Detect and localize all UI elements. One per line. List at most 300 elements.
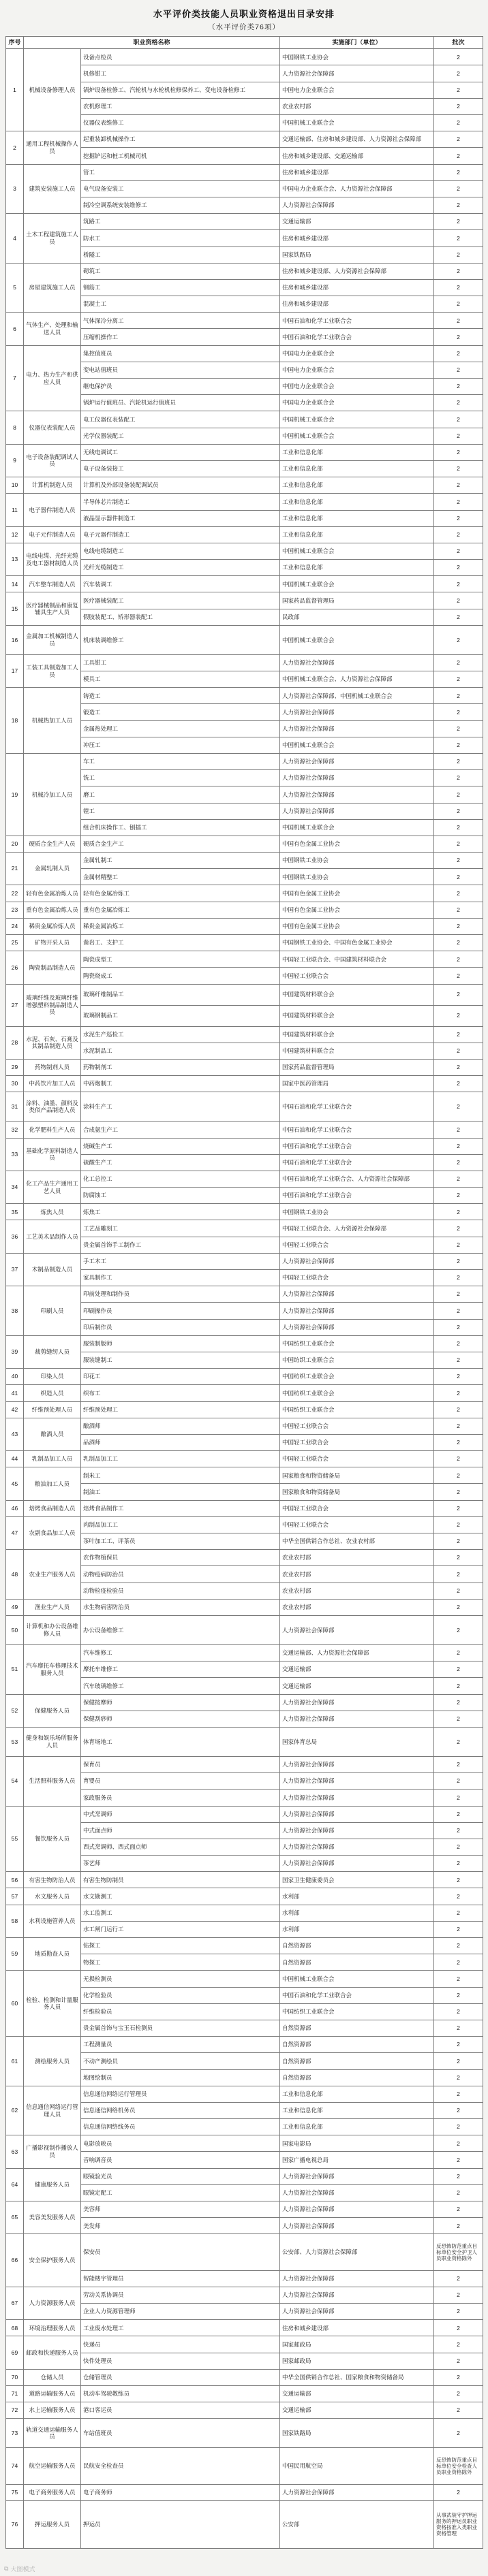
department-cell: 中国机械工业联合会、人力资源社会保障部 xyxy=(280,671,434,688)
table-row xyxy=(6,1644,483,1661)
department-cell: 中国石油和化学工业联合会 xyxy=(280,313,434,329)
occupation-cell: 集控值班员 xyxy=(81,345,280,362)
row-number-cell: 32 xyxy=(6,1122,24,1138)
batch-cell: 2 xyxy=(434,148,483,164)
table-header-row xyxy=(6,37,483,49)
batch-cell: 2 xyxy=(434,2152,483,2168)
batch-cell: 2 xyxy=(434,1434,483,1450)
table-row xyxy=(6,753,483,769)
category-cell: 有害生物防治人员 xyxy=(24,1872,81,1888)
occupation-cell: 有害生物防制员 xyxy=(81,1872,280,1888)
occupation-cell: 机修钳工 xyxy=(81,65,280,82)
category-cell: 裁剪缝纫人员 xyxy=(24,1335,81,1368)
occupation-cell: 桥隧工 xyxy=(81,247,280,263)
table-row xyxy=(6,2287,483,2303)
department-cell: 中国电力企业联合会 xyxy=(280,379,434,395)
department-cell: 国家邮政局 xyxy=(280,2353,434,2369)
category-cell: 美容美发服务人员 xyxy=(24,2201,81,2234)
batch-cell: 2 xyxy=(434,1270,483,1286)
row-number-cell: 71 xyxy=(6,2385,24,2402)
occupation-cell: 玻璃纤维制品工 xyxy=(81,984,280,1005)
department-cell: 中国机械工业联合会 xyxy=(280,625,434,654)
occupation-cell: 焙烤食品制作工 xyxy=(81,1500,280,1516)
occupation-cell: 办公设备维修工 xyxy=(81,1615,280,1644)
table-row xyxy=(6,2448,483,2484)
category-cell: 药物制剂人员 xyxy=(24,1059,81,1075)
batch-cell: 2 xyxy=(434,1694,483,1711)
department-cell: 人力资源社会保障部 xyxy=(280,786,434,803)
department-cell: 人力资源社会保障部 xyxy=(280,2168,434,2184)
category-cell: 仪器仪表装配人员 xyxy=(24,411,81,444)
occupation-cell: 动物检疫检验员 xyxy=(81,1583,280,1599)
batch-cell: 2 xyxy=(434,313,483,329)
batch-cell: 2 xyxy=(434,885,483,902)
batch-cell: 2 xyxy=(434,494,483,510)
occupation-cell: 信息通信网络线务员 xyxy=(81,2119,280,2135)
batch-cell: 2 xyxy=(434,1790,483,1806)
batch-cell: 2 xyxy=(434,296,483,313)
table-row xyxy=(6,984,483,1005)
category-cell: 农业生产服务人员 xyxy=(24,1550,81,1600)
occupation-cell: 电线电缆制造工 xyxy=(81,543,280,559)
table-row xyxy=(6,1418,483,1434)
batch-cell: 2 xyxy=(434,1615,483,1644)
department-cell: 中国石油和化学工业联合会 xyxy=(280,1122,434,1138)
table-row xyxy=(6,1516,483,1533)
occupation-cell: 印前处理和制作员 xyxy=(81,1286,280,1303)
occupation-cell: 保育员 xyxy=(81,1756,280,1772)
batch-cell: 2 xyxy=(434,247,483,263)
occupation-cell: 茶叶加工工、评茶员 xyxy=(81,1533,280,1550)
occupation-cell: 肉制品加工工 xyxy=(81,1516,280,1533)
row-number-cell: 68 xyxy=(6,2320,24,2336)
row-number-cell: 47 xyxy=(6,1516,24,1549)
department-cell: 人力资源社会保障部 xyxy=(280,753,434,769)
occupation-cell: 保健刮痧师 xyxy=(81,1711,280,1727)
row-number-cell: 18 xyxy=(6,688,24,754)
department-cell: 中国石油和化学工业联合会 xyxy=(280,1154,434,1171)
row-number-cell: 74 xyxy=(6,2448,24,2484)
occupation-cell: 锅炉设备检修工、汽轮机与水轮机检修保养工、变电设备检修工 xyxy=(81,82,280,98)
row-number-cell: 42 xyxy=(6,1401,24,1418)
department-cell: 中国轻工业联合会 xyxy=(280,1270,434,1286)
occupation-cell: 中式烹调师 xyxy=(81,1806,280,1822)
occupation-cell: 中药炮制工 xyxy=(81,1076,280,1092)
department-cell: 中国电力企业联合会 xyxy=(280,345,434,362)
department-cell: 国家体育总局 xyxy=(280,1727,434,1756)
occupation-cell: 育婴员 xyxy=(81,1773,280,1790)
occupation-cell: 电子元器件制造工 xyxy=(81,526,280,543)
batch-cell: 反恐怖防范重点目标单位安全检查人员职业资格除外 xyxy=(434,2448,483,2484)
occupation-cell: 防腐蚀工 xyxy=(81,1188,280,1204)
department-cell: 民政部 xyxy=(280,609,434,625)
table-row xyxy=(6,2369,483,2385)
row-number-cell: 6 xyxy=(6,313,24,345)
row-number-cell: 66 xyxy=(6,2234,24,2287)
occupation-cell: 化学检验员 xyxy=(81,1987,280,2003)
batch-cell: 2 xyxy=(434,197,483,213)
occupation-cell: 眼镜验光员 xyxy=(81,2168,280,2184)
batch-cell: 2 xyxy=(434,654,483,671)
row-number-cell: 24 xyxy=(6,918,24,934)
occupation-cell: 无线电调试工 xyxy=(81,444,280,460)
department-cell: 中国钢铁工业协会 xyxy=(280,853,434,869)
batch-cell: 2 xyxy=(434,1171,483,1187)
table-row xyxy=(6,214,483,230)
table-row xyxy=(6,1938,483,1954)
department-cell: 人力资源社会保障部 xyxy=(280,1773,434,1790)
batch-cell: 2 xyxy=(434,2003,483,2020)
batch-cell: 2 xyxy=(434,82,483,98)
department-cell: 工业和信息化部 xyxy=(280,444,434,460)
occupation-cell: 农机修理工 xyxy=(81,98,280,114)
row-number-cell: 8 xyxy=(6,411,24,444)
batch-cell: 2 xyxy=(434,1352,483,1368)
occupation-cell: 砌筑工 xyxy=(81,263,280,279)
occupation-cell: 西式烹调师、西式面点师 xyxy=(81,1839,280,1855)
occupation-cell: 汽车装调工 xyxy=(81,576,280,592)
row-number-cell: 21 xyxy=(6,853,24,885)
batch-cell: 2 xyxy=(434,1005,483,1026)
occupation-cell: 光学仪器装配工 xyxy=(81,428,280,444)
batch-cell: 2 xyxy=(434,951,483,968)
occupation-cell: 电子设备装接工 xyxy=(81,460,280,477)
batch-cell: 从事武装守护押运服务的押运员职业资格按准入类职业资格管理 xyxy=(434,2500,483,2548)
batch-cell: 2 xyxy=(434,1888,483,1905)
row-number-cell: 72 xyxy=(6,2402,24,2419)
occupation-cell: 动物疫病防治员 xyxy=(81,1566,280,1583)
table-row xyxy=(6,494,483,510)
occupation-cell: 锅炉运行值班员、汽轮机运行值班员 xyxy=(81,395,280,411)
department-cell: 人力资源社会保障部 xyxy=(280,654,434,671)
department-cell: 工业和信息化部 xyxy=(280,477,434,494)
batch-cell: 2 xyxy=(434,737,483,753)
row-number-cell: 41 xyxy=(6,1385,24,1401)
row-number-cell: 38 xyxy=(6,1286,24,1336)
category-cell: 工装工具制造加工人员 xyxy=(24,654,81,687)
table-row xyxy=(6,1756,483,1772)
batch-cell: 2 xyxy=(434,1043,483,1059)
category-cell: 信息通信网络运行管理人员 xyxy=(24,2086,81,2135)
category-cell: 稀贵金属冶炼人员 xyxy=(24,918,81,934)
row-number-cell: 27 xyxy=(6,984,24,1026)
category-cell: 地质勘查人员 xyxy=(24,1938,81,1971)
row-number-cell: 48 xyxy=(6,1550,24,1600)
department-cell: 中国建筑材料联合会 xyxy=(280,984,434,1005)
row-number-cell: 36 xyxy=(6,1220,24,1253)
category-cell: 粮油加工人员 xyxy=(24,1467,81,1500)
batch-cell: 2 xyxy=(434,1566,483,1583)
department-cell: 农业农村部 xyxy=(280,1566,434,1583)
department-cell: 农业农村部 xyxy=(280,1550,434,1566)
occupation-cell: 快件处理员 xyxy=(81,2353,280,2369)
row-number-cell: 46 xyxy=(6,1500,24,1516)
batch-cell: 2 xyxy=(434,1661,483,1678)
batch-cell: 2 xyxy=(434,2069,483,2086)
category-cell: 炼焦人员 xyxy=(24,1204,81,1220)
table-row xyxy=(6,2135,483,2152)
department-cell: 住房和城乡建设部 xyxy=(280,279,434,296)
table-row xyxy=(6,1550,483,1566)
occupation-cell: 硬质合金生产工 xyxy=(81,836,280,852)
table-row xyxy=(6,1092,483,1122)
table-row xyxy=(6,2484,483,2500)
department-cell: 人力资源社会保障部 xyxy=(280,65,434,82)
occupation-cell: 玻璃钢制品工 xyxy=(81,1005,280,1026)
row-number-cell: 34 xyxy=(6,1171,24,1203)
batch-cell: 2 xyxy=(434,1822,483,1839)
department-cell: 中国电力企业联合会 xyxy=(280,395,434,411)
batch-cell: 2 xyxy=(434,460,483,477)
table-row xyxy=(6,1026,483,1043)
row-number-cell: 52 xyxy=(6,1694,24,1727)
table-row xyxy=(6,345,483,362)
department-cell: 中国机械工业联合会 xyxy=(280,543,434,559)
occupation-cell: 服装制版师 xyxy=(81,1335,280,1352)
batch-cell: 2 xyxy=(434,395,483,411)
batch-cell: 2 xyxy=(434,379,483,395)
table-row xyxy=(6,625,483,654)
batch-cell: 2 xyxy=(434,1872,483,1888)
occupation-cell: 假肢装配工、矫形器装配工 xyxy=(81,609,280,625)
category-cell: 建筑安装施工人员 xyxy=(24,164,81,214)
occupation-cell: 冲压工 xyxy=(81,737,280,753)
department-cell: 工业和信息化部 xyxy=(280,2102,434,2118)
category-cell: 生活照料服务人员 xyxy=(24,1756,81,1806)
row-number-cell: 19 xyxy=(6,753,24,836)
department-cell: 人力资源社会保障部 xyxy=(280,197,434,213)
occupation-cell: 音响调音员 xyxy=(81,2152,280,2168)
row-number-cell: 63 xyxy=(6,2135,24,2168)
table-row xyxy=(6,1335,483,1352)
department-cell: 公安部 xyxy=(280,2500,434,2548)
batch-cell: 2 xyxy=(434,1839,483,1855)
department-cell: 人力资源社会保障部 xyxy=(280,1822,434,1839)
occupation-cell: 无损检测员 xyxy=(81,1971,280,1987)
table-row xyxy=(6,1451,483,1467)
occupation-cell: 车工 xyxy=(81,753,280,769)
batch-cell: 2 xyxy=(434,819,483,836)
occupation-cell: 制米工 xyxy=(81,1467,280,1484)
occupation-cell: 金属热处理工 xyxy=(81,720,280,737)
department-cell: 人力资源社会保障部 xyxy=(280,720,434,737)
row-number-cell: 11 xyxy=(6,494,24,526)
department-cell: 中国钢铁工业协会 xyxy=(280,49,434,65)
batch-cell: 2 xyxy=(434,1484,483,1500)
category-cell: 水上运输服务人员 xyxy=(24,2402,81,2419)
row-number-cell: 14 xyxy=(6,576,24,592)
occupation-cell: 服装缝制工 xyxy=(81,1352,280,1368)
row-number-cell: 53 xyxy=(6,1727,24,1756)
occupation-cell: 钻探工 xyxy=(81,1938,280,1954)
category-cell: 中药饮片加工人员 xyxy=(24,1076,81,1092)
occupation-cell: 化工总控工 xyxy=(81,1171,280,1187)
category-cell: 渔业生产人员 xyxy=(24,1599,81,1615)
department-cell: 住房和城乡建设部 xyxy=(280,164,434,180)
batch-cell: 2 xyxy=(434,2119,483,2135)
row-number-cell: 25 xyxy=(6,935,24,951)
department-cell: 交通运输部 xyxy=(280,1678,434,1694)
row-number-cell: 33 xyxy=(6,1138,24,1171)
batch-cell: 2 xyxy=(434,1385,483,1401)
occupation-cell: 筑路工 xyxy=(81,214,280,230)
table-row xyxy=(6,918,483,934)
row-number-cell: 40 xyxy=(6,1369,24,1385)
department-cell: 中国机械工业联合会 xyxy=(280,411,434,428)
department-cell: 中国建筑材料联合会 xyxy=(280,1005,434,1026)
row-number-cell: 39 xyxy=(6,1335,24,1368)
category-cell: 基础化学原料制造人员 xyxy=(24,1138,81,1171)
batch-cell: 2 xyxy=(434,1467,483,1484)
batch-cell: 2 xyxy=(434,2135,483,2152)
category-cell: 电子设备装配调试人员 xyxy=(24,444,81,477)
department-cell: 人力资源社会保障部 xyxy=(280,1839,434,1855)
occupation-cell: 水泥生产巡检工 xyxy=(81,1026,280,1043)
batch-cell: 2 xyxy=(434,984,483,1005)
department-cell: 自然资源部 xyxy=(280,2053,434,2069)
row-number-cell: 5 xyxy=(6,263,24,313)
batch-cell: 2 xyxy=(434,720,483,737)
table-row xyxy=(6,1806,483,1822)
category-cell: 矿物开采人员 xyxy=(24,935,81,951)
occupation-cell: 硫酸生产工 xyxy=(81,1154,280,1171)
table-row xyxy=(6,1500,483,1516)
row-number-cell: 59 xyxy=(6,1938,24,1971)
category-cell: 餐饮服务人员 xyxy=(24,1806,81,1872)
batch-cell: 2 xyxy=(434,902,483,918)
occupation-cell: 港口客运员 xyxy=(81,2402,280,2419)
occupation-cell: 变电站值班员 xyxy=(81,362,280,378)
batch-cell: 2 xyxy=(434,770,483,786)
occupation-cell: 铣工 xyxy=(81,770,280,786)
batch-cell: 2 xyxy=(434,1335,483,1352)
occupation-cell: 管工 xyxy=(81,164,280,180)
batch-cell: 2 xyxy=(434,625,483,654)
category-cell: 测绘服务人员 xyxy=(24,2037,81,2086)
row-number-cell: 16 xyxy=(6,625,24,654)
occupation-cell: 挖掘铲运和桩工机械司机 xyxy=(81,148,280,164)
batch-cell: 2 xyxy=(434,1092,483,1122)
batch-cell: 2 xyxy=(434,853,483,869)
batch-cell: 2 xyxy=(434,2102,483,2118)
occupation-cell: 家政服务员 xyxy=(81,1790,280,1806)
department-cell: 中国钢铁工业协会 xyxy=(280,1204,434,1220)
occupation-cell: 水文勘测工 xyxy=(81,1888,280,1905)
table-row xyxy=(6,902,483,918)
expand-icon: ⧉ xyxy=(4,2565,9,2572)
occupation-cell: 家具制作工 xyxy=(81,1270,280,1286)
table-row xyxy=(6,2037,483,2053)
department-cell: 交通运输部、人力资源社会保障部 xyxy=(280,1644,434,1661)
batch-cell: 2 xyxy=(434,2270,483,2287)
department-cell: 中国轻工业联合会 xyxy=(280,1237,434,1253)
department-cell: 工业和信息化部 xyxy=(280,560,434,576)
category-cell: 医疗器械制品和康复辅具生产人员 xyxy=(24,592,81,625)
department-cell: 人力资源社会保障部 xyxy=(280,2287,434,2303)
occupation-cell: 汽车维修工 xyxy=(81,1644,280,1661)
batch-cell: 2 xyxy=(434,1678,483,1694)
category-cell: 金属加工机械制造人员 xyxy=(24,625,81,654)
category-cell: 电力、热力生产和供应人员 xyxy=(24,345,81,411)
department-cell: 人力资源社会保障部 xyxy=(280,2270,434,2287)
category-cell: 通用工程机械操作人员 xyxy=(24,131,81,164)
occupation-cell: 保安员 xyxy=(81,2234,280,2270)
category-cell: 机械设备修理人员 xyxy=(24,49,81,131)
batch-cell: 2 xyxy=(434,2419,483,2448)
occupation-cell: 印后制作员 xyxy=(81,1319,280,1335)
occupation-cell: 炼焦工 xyxy=(81,1204,280,1220)
table-row xyxy=(6,444,483,460)
department-cell: 中国石油和化学工业联合会 xyxy=(280,1092,434,1122)
table-row xyxy=(6,1971,483,1987)
occupation-cell: 汽车玻璃维修工 xyxy=(81,1678,280,1694)
table-row xyxy=(6,1905,483,1921)
batch-cell: 2 xyxy=(434,263,483,279)
category-cell: 水泥、石灰、石膏及其制品制造人员 xyxy=(24,1026,81,1059)
row-number-cell: 55 xyxy=(6,1806,24,1872)
occupation-cell: 涂料生产工 xyxy=(81,1092,280,1122)
department-cell: 公安部、人力资源社会保障部 xyxy=(280,2234,434,2270)
department-cell: 人力资源社会保障部 xyxy=(280,770,434,786)
category-cell: 印刷人员 xyxy=(24,1286,81,1336)
occupation-cell: 金属轧制工 xyxy=(81,853,280,869)
table-row xyxy=(6,592,483,609)
batch-cell: 2 xyxy=(434,49,483,65)
table-row xyxy=(6,2320,483,2336)
category-cell: 重有色金属冶炼人员 xyxy=(24,902,81,918)
batch-cell: 2 xyxy=(434,704,483,720)
row-number-cell: 56 xyxy=(6,1872,24,1888)
department-cell: 人力资源社会保障部 xyxy=(280,1790,434,1806)
watermark-label: 大图模式 xyxy=(10,2566,35,2573)
category-cell: 道路运输服务人员 xyxy=(24,2385,81,2402)
occupation-cell: 计算机及外部设备装配调试员 xyxy=(81,477,280,494)
batch-cell: 2 xyxy=(434,1644,483,1661)
occupation-cell: 机床装调维修工 xyxy=(81,625,280,654)
occupation-cell: 工艺品雕刻工 xyxy=(81,1220,280,1237)
batch-cell: 2 xyxy=(434,1204,483,1220)
occupation-cell: 起重装卸机械操作工 xyxy=(81,131,280,148)
department-cell: 国家药品监督管理局 xyxy=(280,1059,434,1075)
occupation-cell: 摩托车维修工 xyxy=(81,1661,280,1678)
table-row xyxy=(6,1385,483,1401)
category-cell: 玻璃纤维及玻璃纤维增强塑料制品制造人员 xyxy=(24,984,81,1026)
category-cell: 健身和娱乐场所服务人员 xyxy=(24,1727,81,1756)
header-no: 序号 xyxy=(6,37,24,49)
occupation-cell: 物探工 xyxy=(81,1954,280,1971)
department-cell: 交通运输部 xyxy=(280,1661,434,1678)
occupation-cell: 设备点检员 xyxy=(81,49,280,65)
batch-cell: 2 xyxy=(434,1806,483,1822)
occupation-cell: 民航安全检查员 xyxy=(81,2448,280,2484)
category-cell: 电子器件制造人员 xyxy=(24,494,81,526)
batch-cell: 2 xyxy=(434,2053,483,2069)
department-cell: 中国电力企业联合会 xyxy=(280,82,434,98)
batch-cell: 2 xyxy=(434,1987,483,2003)
table-row xyxy=(6,2086,483,2102)
batch-cell: 2 xyxy=(434,1286,483,1303)
table-body xyxy=(6,49,483,2549)
category-cell: 乳制品加工人员 xyxy=(24,1451,81,1467)
department-cell: 中国石油和化学工业联合会 xyxy=(280,1188,434,1204)
occupation-cell: 快递员 xyxy=(81,2336,280,2353)
row-number-cell: 75 xyxy=(6,2484,24,2500)
department-cell: 人力资源社会保障部 xyxy=(280,2484,434,2500)
batch-cell: 2 xyxy=(434,444,483,460)
table-row xyxy=(6,131,483,148)
batch-cell: 2 xyxy=(434,2369,483,2385)
occupation-cell: 体育场地工 xyxy=(81,1727,280,1756)
